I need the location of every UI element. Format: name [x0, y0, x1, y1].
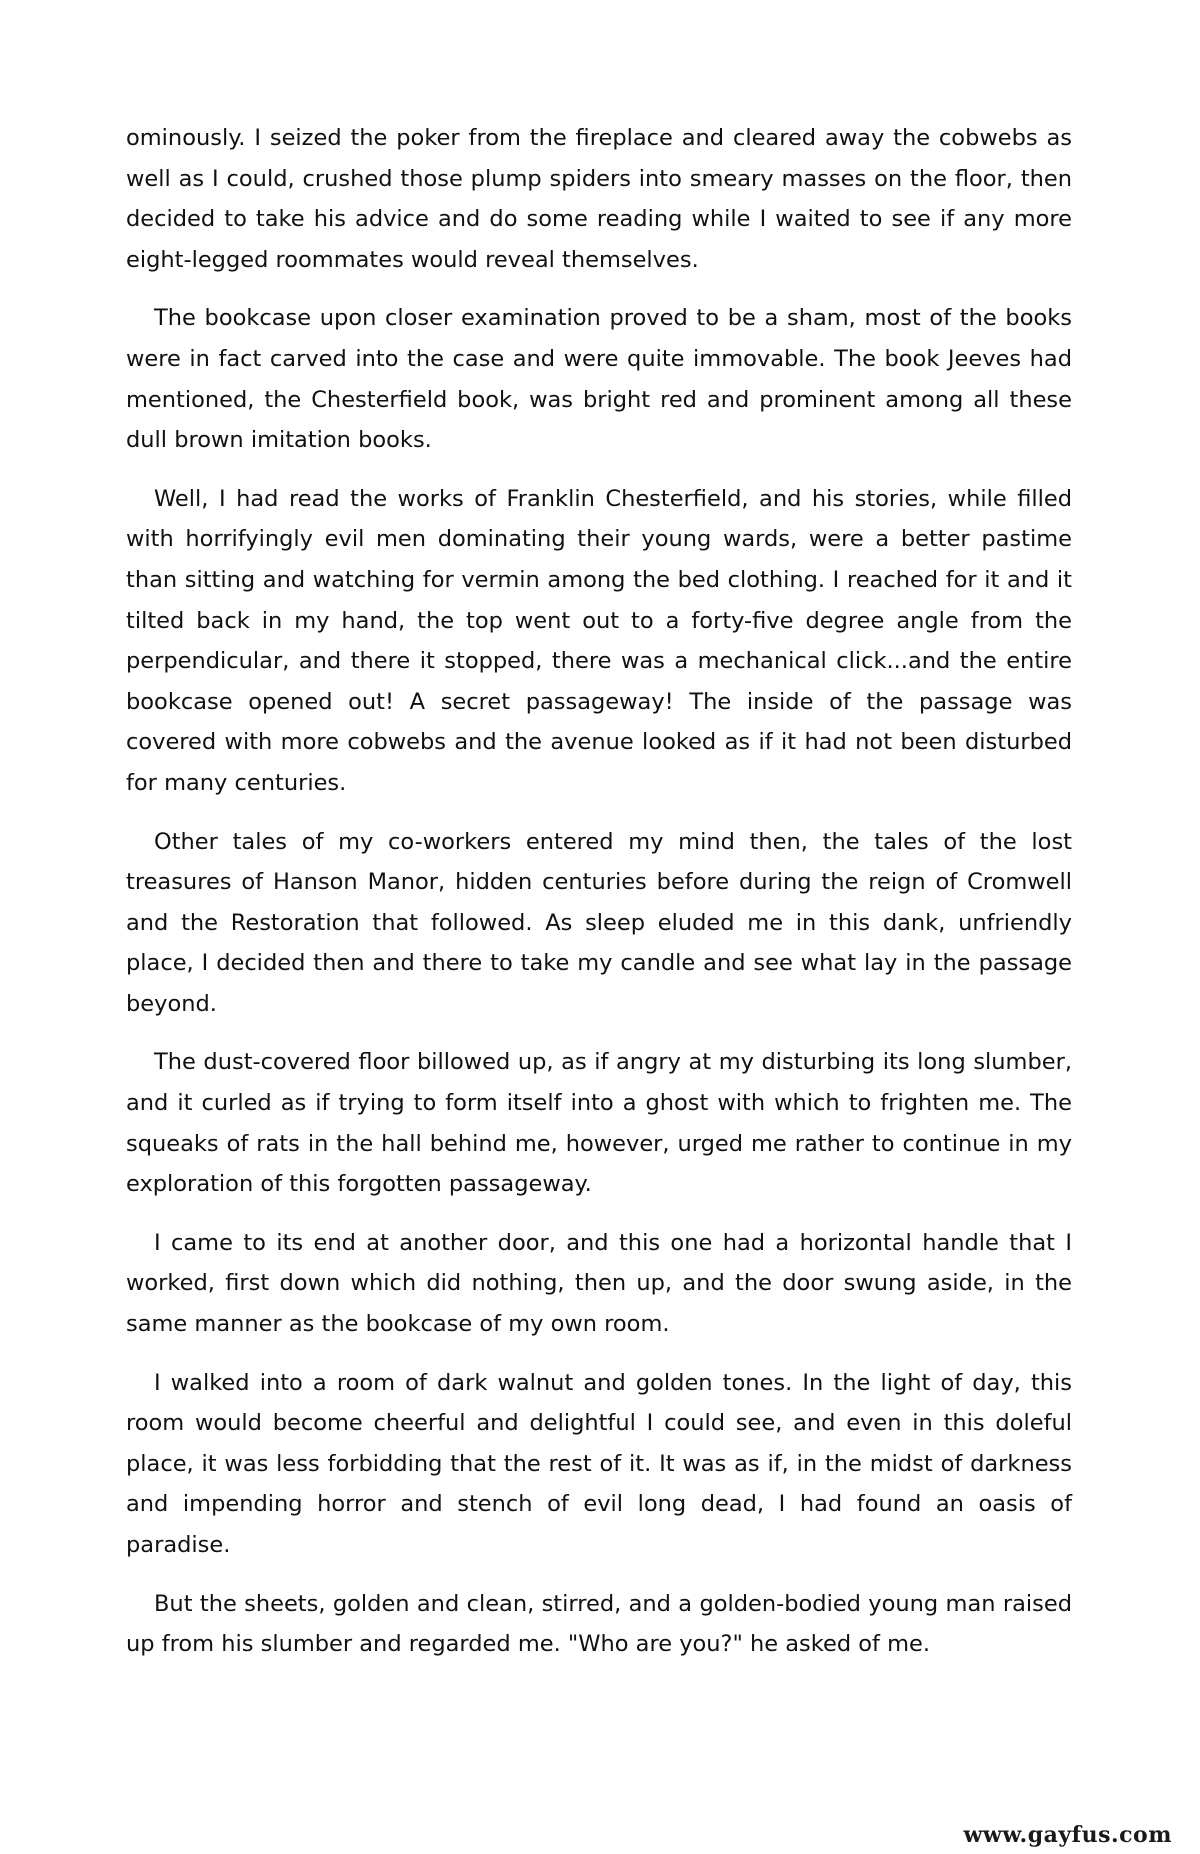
body-text	[126, 118, 1072, 1683]
paragraph-3: Well, I had read the works of Franklin Chesterfield, and his stories, while filled with horrifyingly evil men dominating their young wards, were a better pastime than sitting and watching for vermin among the bed clothing. I reached for it and it tilted back in my hand, the top went out to a forty-five degree angle from the perpendicular, and there it stopped, there was a mechanical click...and the entire bookcase opened out! A secret passageway! The inside of the passage was covered with more cobwebs and the avenue looked as if it had not been disturbed for many centuries.	[126, 485, 1072, 796]
paragraph-8: But the sheets, golden and clean, stirred, and a golden-bodied young man raised up from his slumber and regarded me. "Who are you?" he asked of me.	[126, 1590, 1072, 1658]
paragraph-1: ominously. I seized the poker from the fireplace and cleared away the cobwebs as well as I could, crushed those plump spiders into smeary masses on the floor, then decided to take his advice and do some reading while I waited to see if any more eight-legged roommates would reveal themselves.	[126, 125, 1072, 273]
paragraph-5: The dust-covered floor billowed up, as if angry at my disturbing its long slumber, and it curled as if trying to form itself into a ghost with which to frighten me. The squeaks of rats in the hall behind me, however, urged me rather to continue in my exploration of this forgotten passageway.	[126, 1049, 1072, 1198]
paragraph-7: I walked into a room of dark walnut and golden tones. In the light of day, this room would become cheerful and delightful I could see, and even in this doleful place, it was less forbidding that the rest of it. It was as if, in the midst of darkness and impending horror and stench of evil long dead, I had found an oasis of paradise.	[126, 1369, 1072, 1558]
watermark: www.gayfus.com	[963, 1822, 1172, 1848]
paragraph-4: Other tales of my co-workers entered my mind then, the tales of the lost treasures of Hanson Manor, hidden centuries before during the reign of Cromwell and the Restoration that followed. As sleep eluded me in this dank, unfriendly place, I decided then and there to take my candle and see what lay in the passage beyond.	[126, 828, 1072, 1017]
paragraph-2: The bookcase upon closer examination proved to be a sham, most of the books were in fact carved into the case and were quite immovable. The book Jeeves had mentioned, the Chesterfield book, was bright red and prominent among all these dull brown imitation books.	[126, 305, 1072, 454]
paragraph-6: I came to its end at another door, and this one had a horizontal handle that I worked, first down which did nothing, then up, and the door swung aside, in the same manner as the bookcase of my own room.	[126, 1229, 1072, 1338]
